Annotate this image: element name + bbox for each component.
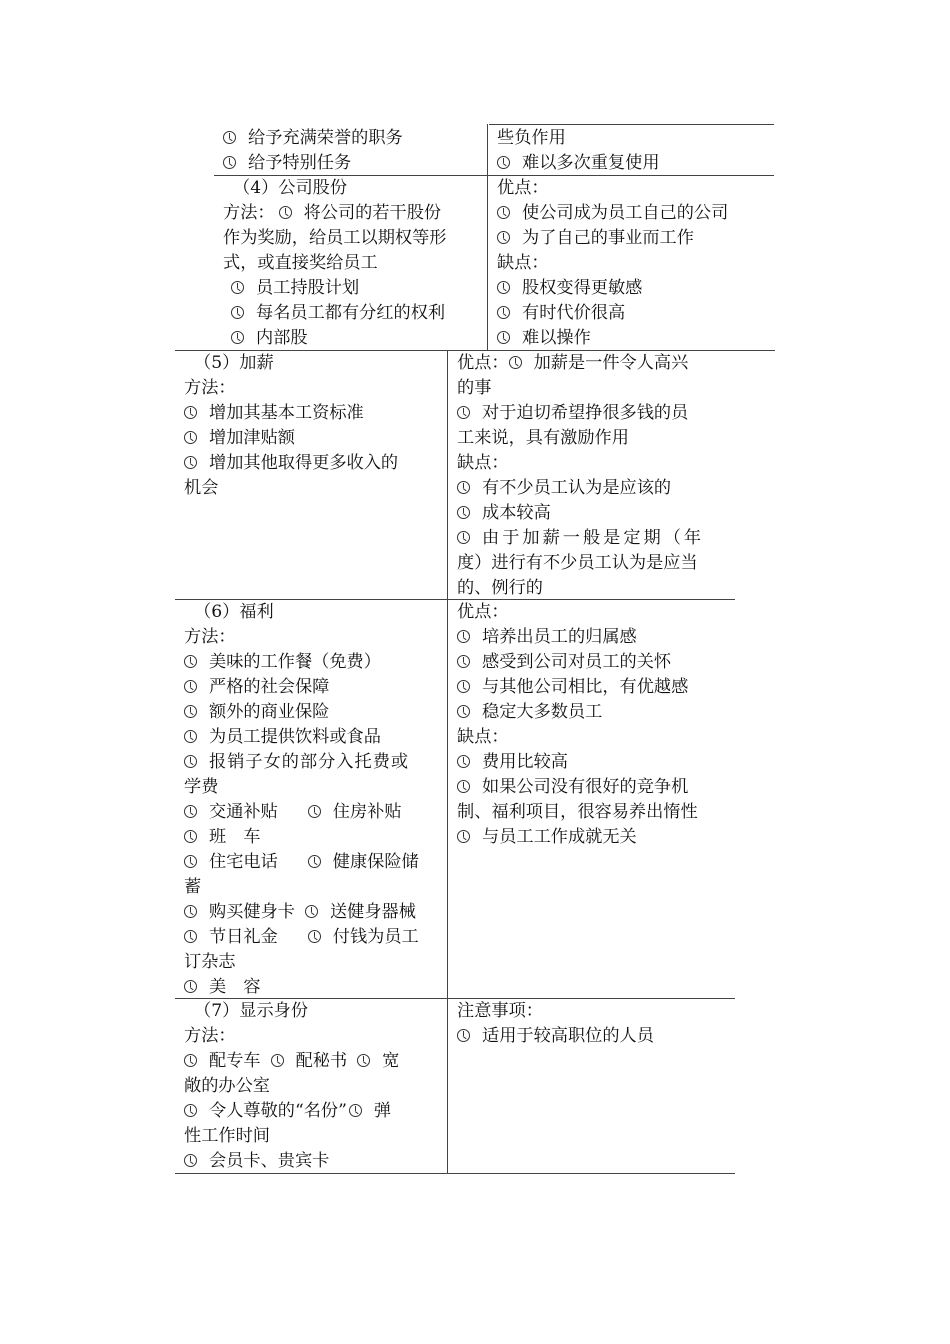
list-item: 有不少员工认为是应该的: [457, 476, 729, 501]
sec4-top-left: [214, 126, 487, 176]
list-item: 节日礼金 付钱为员工: [184, 925, 441, 950]
clock-bullet-icon: [457, 630, 470, 643]
section-title: （5）加薪: [194, 353, 274, 373]
clock-bullet-icon: [184, 905, 197, 918]
list-item: 美 容: [184, 975, 441, 1000]
clock-bullet-icon: [357, 1054, 370, 1067]
clock-bullet-icon: [184, 1154, 197, 1167]
clock-bullet-icon: [184, 930, 197, 943]
clock-bullet-icon: [184, 805, 197, 818]
list-item: 难以操作: [497, 326, 769, 351]
rule-top: [489, 124, 774, 125]
clock-bullet-icon: [231, 281, 244, 294]
clock-bullet-icon: [308, 930, 321, 943]
cons-label: 缺点：: [457, 727, 509, 747]
list-item: 内部股: [223, 326, 481, 351]
clock-bullet-icon: [184, 655, 197, 668]
method-label: 方法：: [184, 1026, 236, 1046]
clock-bullet-icon: [184, 456, 197, 469]
method-line: 方法： 将公司的若干股份: [223, 203, 442, 223]
list-item: 与员工工作成就无关: [457, 825, 729, 850]
list-item: 购买健身卡 送健身器械: [184, 900, 441, 925]
method-line: 式，或直接奖给员工: [223, 253, 378, 273]
clock-bullet-icon: [457, 1029, 470, 1042]
list-item: 难以多次重复使用: [497, 151, 769, 176]
list-item: 使公司成为员工自己的公司: [497, 201, 769, 226]
clock-bullet-icon: [184, 705, 197, 718]
list-item: 些负作用: [497, 128, 566, 148]
list-item: 由于加薪一般是定期（年: [457, 526, 729, 551]
sec4-left: [214, 176, 487, 351]
list-item: 与其他公司相比，有优越感: [457, 675, 729, 700]
clock-bullet-icon: [184, 755, 197, 768]
list-item: 感受到公司对员工的关怀: [457, 650, 729, 675]
clock-bullet-icon: [497, 281, 510, 294]
list-item-cont: 工来说，具有激励作用: [457, 428, 629, 448]
clock-bullet-icon: [279, 206, 292, 219]
method-label: 方法：: [184, 378, 236, 398]
list-item: 会员卡、贵宾卡: [184, 1149, 441, 1174]
sec7-right: [448, 999, 735, 1049]
sec5-left: [175, 351, 447, 501]
list-item-cont: 度）进行有不少员工认为是应当: [457, 553, 698, 573]
method-line: 作为奖励，给员工以期权等形: [223, 228, 447, 248]
clock-bullet-icon: [184, 1104, 197, 1117]
clock-bullet-icon: [271, 1054, 284, 1067]
sec6-left: [175, 600, 447, 1000]
list-item: 增加津贴额: [184, 426, 441, 451]
cons-label: 缺点：: [497, 253, 549, 273]
list-item: 给予特别任务: [223, 151, 481, 176]
clock-bullet-icon: [497, 206, 510, 219]
list-item: 美味的工作餐（免费）: [184, 650, 441, 675]
method-label: 方法：: [184, 627, 236, 647]
list-item: 股权变得更敏感: [497, 276, 769, 301]
sec6-right: [448, 600, 735, 850]
list-item: 稳定大多数员工: [457, 700, 729, 725]
clock-bullet-icon: [497, 331, 510, 344]
clock-bullet-icon: [457, 481, 470, 494]
pros-line: 的事: [457, 378, 492, 398]
clock-bullet-icon: [184, 980, 197, 993]
clock-bullet-icon: [497, 156, 510, 169]
clock-bullet-icon: [457, 406, 470, 419]
list-item: 成本较高: [457, 501, 729, 526]
list-item: 为员工提供饮料或食品: [184, 725, 441, 750]
clock-bullet-icon: [184, 855, 197, 868]
clock-bullet-icon: [457, 531, 470, 544]
clock-bullet-icon: [349, 1104, 362, 1117]
clock-bullet-icon: [305, 905, 318, 918]
pros-label: 优点：: [497, 178, 549, 198]
list-item-cont: 订杂志: [184, 952, 236, 972]
list-item: 严格的社会保障: [184, 675, 441, 700]
list-item-cont: 学费: [184, 777, 219, 797]
list-item: 住宅电话 健康保险储: [184, 850, 441, 875]
sec7-left: [175, 999, 447, 1174]
clock-bullet-icon: [231, 306, 244, 319]
sec4-right: [488, 176, 775, 351]
clock-bullet-icon: [457, 705, 470, 718]
clock-bullet-icon: [308, 855, 321, 868]
clock-bullet-icon: [184, 431, 197, 444]
clock-bullet-icon: [184, 1054, 197, 1067]
clock-bullet-icon: [184, 730, 197, 743]
list-item: 报销子女的部分入托费或: [184, 750, 441, 775]
sec4-top-right: [488, 126, 775, 176]
section-title: （6）福利: [194, 602, 274, 622]
section-title: （4）公司股份: [233, 178, 348, 198]
list-item: 为了自己的事业而工作: [497, 226, 769, 251]
pros-label: 优点：: [457, 602, 509, 622]
clock-bullet-icon: [457, 680, 470, 693]
list-item: 增加其基本工资标准: [184, 401, 441, 426]
list-item-cont: 制、福利项目，很容易养出惰性: [457, 802, 698, 822]
clock-bullet-icon: [184, 830, 197, 843]
clock-bullet-icon: [223, 156, 236, 169]
clock-bullet-icon: [184, 406, 197, 419]
list-item: 培养出员工的归属感: [457, 625, 729, 650]
list-item-cont: 蓄: [184, 877, 202, 897]
clock-bullet-icon: [231, 331, 244, 344]
notes-label: 注意事项：: [457, 1001, 543, 1021]
clock-bullet-icon: [223, 131, 236, 144]
clock-bullet-icon: [184, 680, 197, 693]
list-item-cont: 的、例行的: [457, 578, 543, 598]
list-item: 令人尊敬的“名份” 弹: [184, 1099, 441, 1124]
list-item: 配专车 配秘书 宽: [184, 1049, 441, 1074]
cons-label: 缺点：: [457, 453, 509, 473]
pros-line: 优点： 加薪是一件令人高兴: [457, 353, 689, 373]
clock-bullet-icon: [509, 356, 522, 369]
list-item: 员工持股计划: [223, 276, 481, 301]
list-item: 有时代价很高: [497, 301, 769, 326]
clock-bullet-icon: [457, 506, 470, 519]
list-item-cont: 敞的办公室: [184, 1076, 270, 1096]
clock-bullet-icon: [457, 755, 470, 768]
list-item: 适用于较高职位的人员: [457, 1024, 729, 1049]
list-item: 额外的商业保险: [184, 700, 441, 725]
clock-bullet-icon: [497, 306, 510, 319]
sec5-right: [448, 351, 735, 601]
list-item-cont: 机会: [184, 478, 219, 498]
list-item: 给予充满荣誉的职务: [223, 126, 481, 151]
list-item: 交通补贴 住房补贴: [184, 800, 441, 825]
clock-bullet-icon: [457, 830, 470, 843]
section-title: （7）显示身份: [194, 1001, 309, 1021]
list-item: 如果公司没有很好的竞争机: [457, 775, 729, 800]
list-item: 对于迫切希望挣很多钱的员: [457, 401, 729, 426]
list-item: 增加其他取得更多收入的: [184, 451, 441, 476]
list-item: 班 车: [184, 825, 441, 850]
list-item-cont: 性工作时间: [184, 1126, 270, 1146]
clock-bullet-icon: [457, 655, 470, 668]
clock-bullet-icon: [308, 805, 321, 818]
clock-bullet-icon: [497, 231, 510, 244]
list-item: 费用比较高: [457, 750, 729, 775]
clock-bullet-icon: [457, 780, 470, 793]
list-item: 每名员工都有分红的权利: [223, 301, 481, 326]
